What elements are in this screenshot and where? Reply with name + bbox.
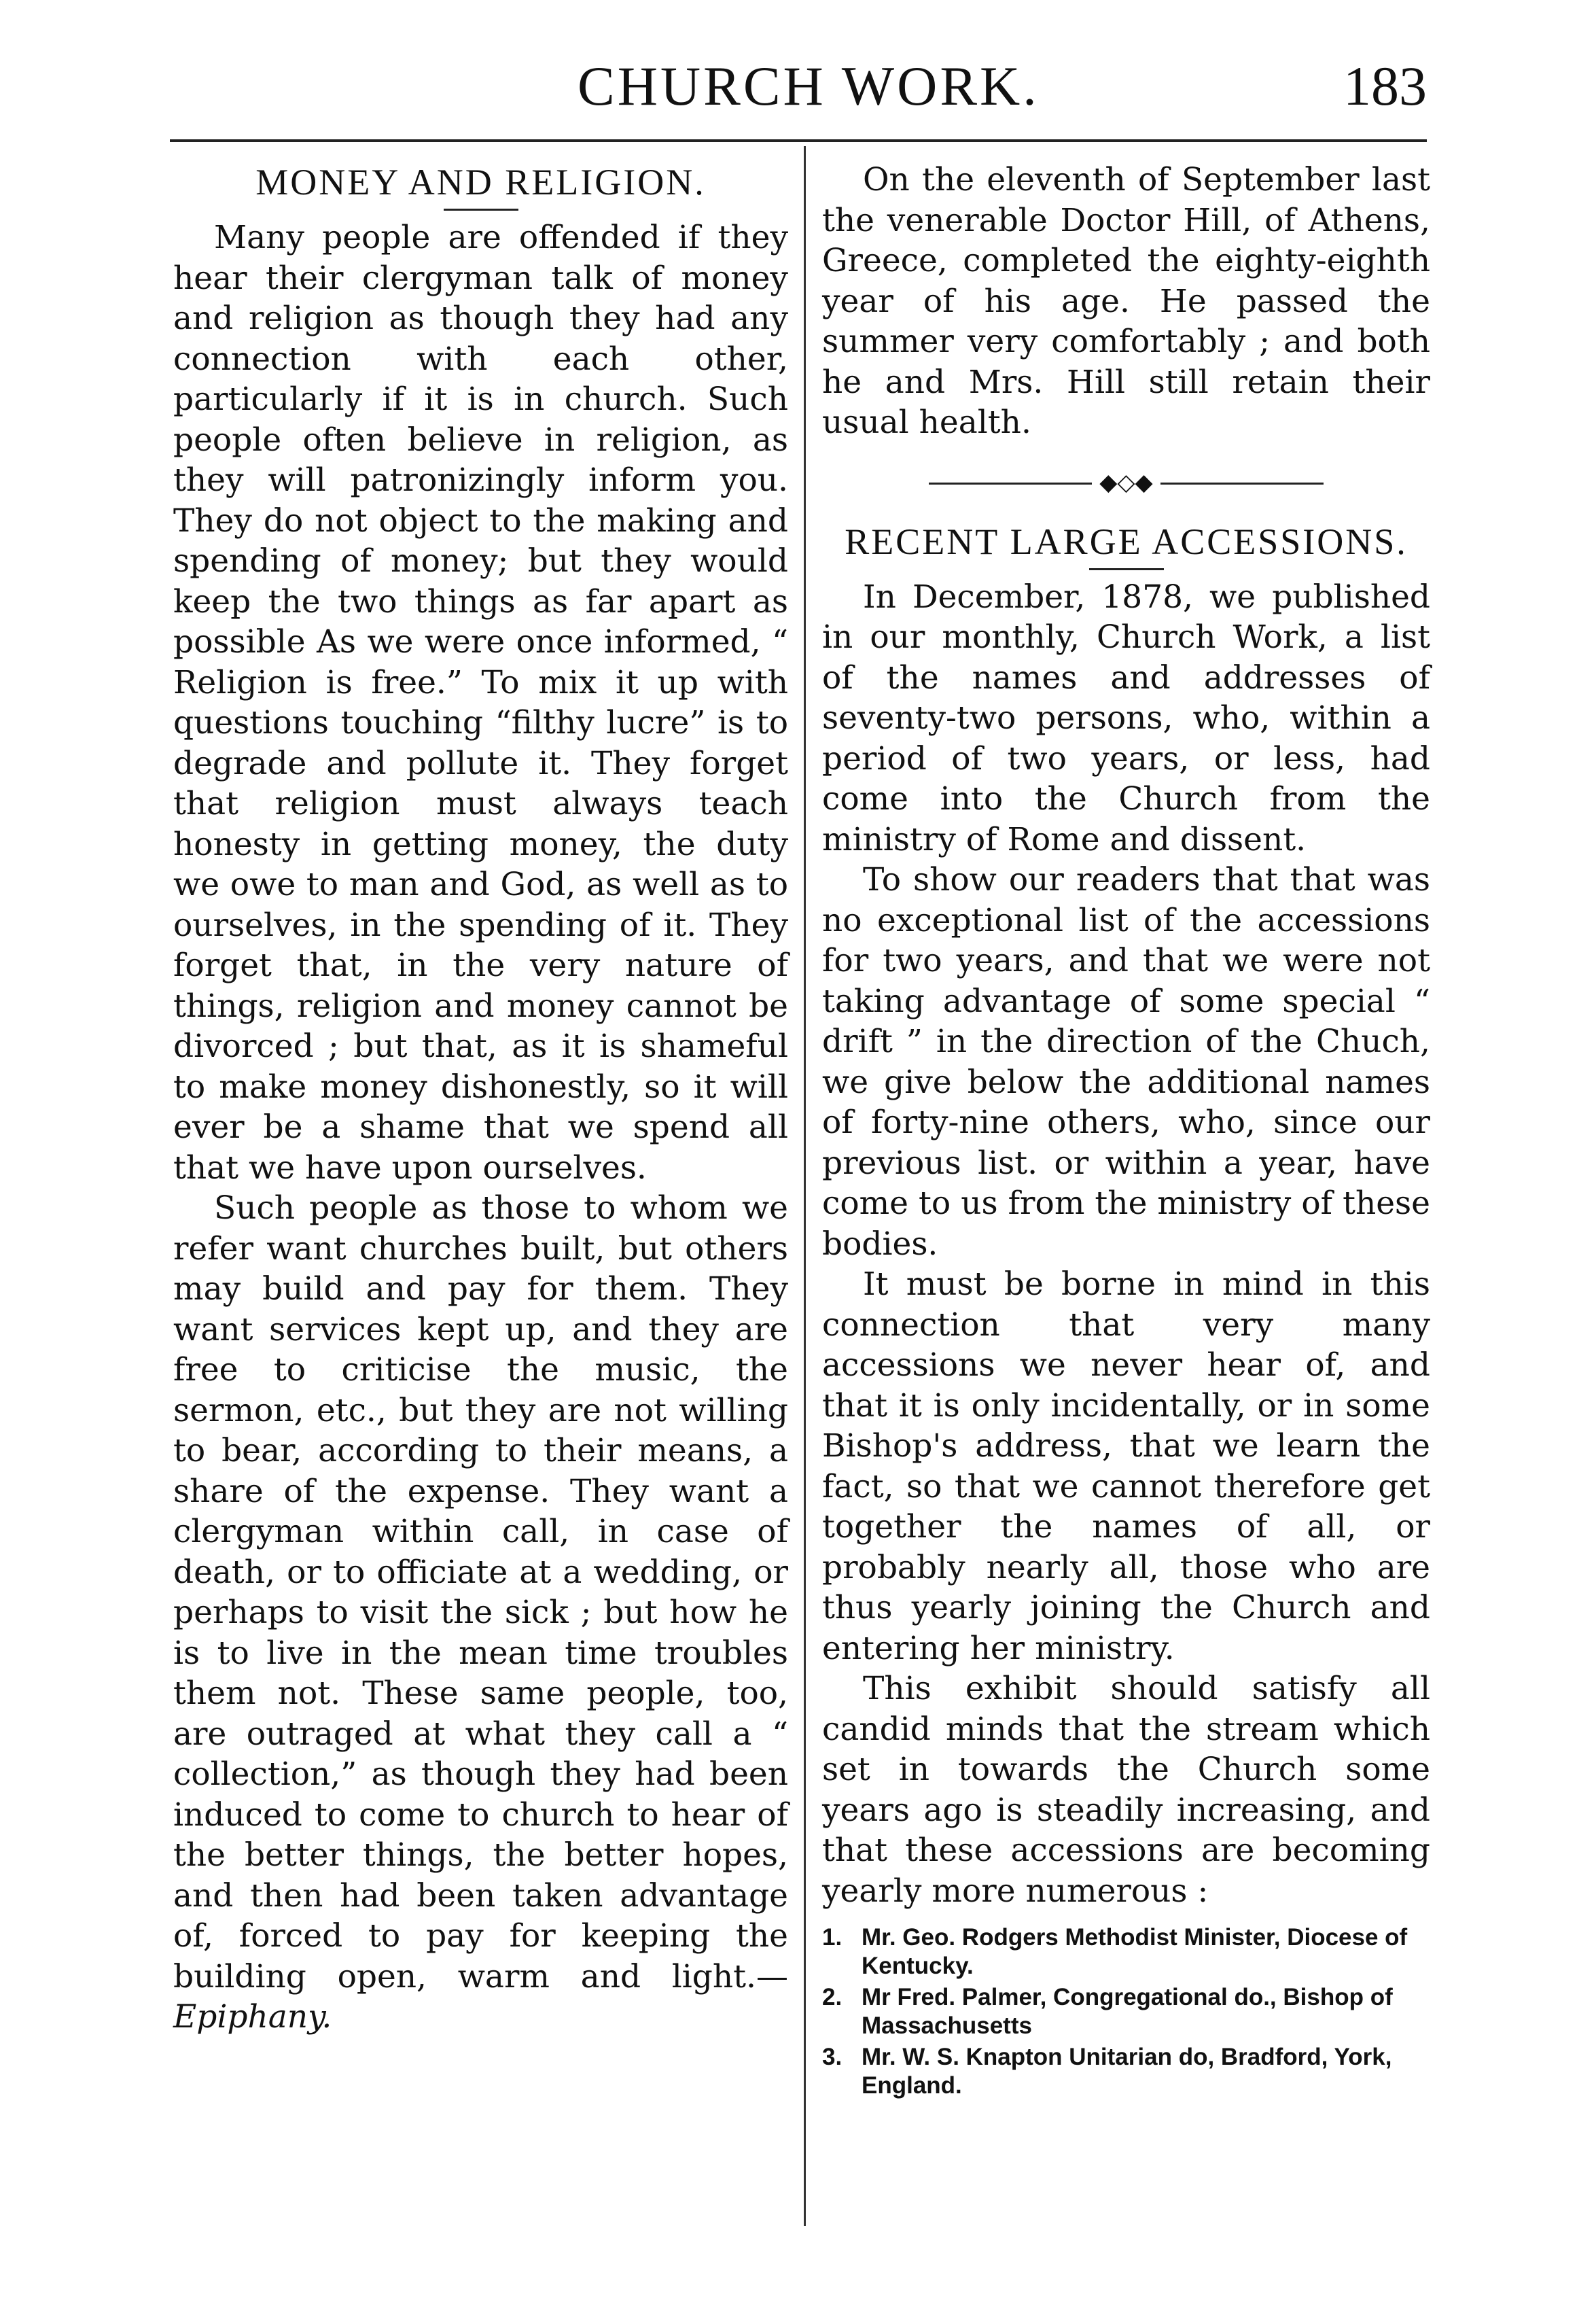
paragraph-text: Such people as those to whom we refer want churches built, but others may build and pay for them. They want services kept up, and they are free to criticise the music, the sermon, etc., but they are not willing to bear, according to their means, a share of the expense. They want a clergyman within call, in case of death, or to officiate at a wedding, or perhaps to visit the sick ; but how he is to live in the mean time troubles them not. These same people, too, are outraged at what they call a “ collection,” as though they had been induced to come to church to hear of the better things, the better hopes, and then had been taken advantage of, forced to pay for keeping the building open, warm and light.— [173,1189,788,1995]
paragraph [173,1188,788,2038]
list-item-number: 2. [822,1984,843,2010]
paragraph: This exhibit should satisfy all candid minds that the stream which set in towards the Church some years ago is steadily increasing, and that these accessions are becoming yearly more numerous : [822,1670,1430,1910]
running-head [170,54,1427,136]
list-item-text: Mr. Geo. Rodgers Methodist Minister, Diocese of Kentucky. [862,1924,1408,1979]
list-item-text: Mr Fred. Palmer, Congregational do., Bishop of Massachusetts [862,1984,1393,2039]
ornament-divider [822,469,1430,496]
column-divider [804,146,806,2226]
list-item [822,1983,1430,2040]
paragraph: Many people are offended if they hear their clergyman talk of money and religion as though they had any connection with each other, particularly if it is in church. Such people often believe in religion, as they will patronizingly inform you. They do not object to the making and spending of money; but they would keep the two things as far apart as possible As we were once informed, “ Religion is free.” To mix it up with questions touching “filthy lucre” is to degrade and pollute it. They forget that religion must always teach honesty in getting money, the duty we owe to man and God, as well as to ourselves, in the spending of it. They forget that, in the very nature of things, religion and money cannot be divorced ; but that, as it is shameful to make money dishonestly, so it will ever be a shame that we spend all that we have upon ourselves. [173,219,788,1187]
article-heading-recent-large-accessions: RECENT LARGE ACCESSIONS. [845,521,1408,562]
paragraph: It must be borne in mind in this connection that very many accessions we never hear of, and that it is only incidentally, or in some Bishop's address, that we learn the fact, so that we cannot therefore get together the names of all, or probably nearly all, those who are thus yearly joining the Church and entering her ministry. [822,1266,1430,1667]
list-item-text: Mr. W. S. Knapton Unitarian do, Bradford, York, England. [862,2044,1392,2099]
ornament-icon: ◆◇◆ [1099,468,1153,496]
attribution: Epiphany. [173,1998,332,2036]
news-paragraph-doctor-hill: On the eleventh of September last the venerable Doctor Hill, of Athens, Greece, completed the eighty-eighth year of his age. He passed the summer very comfortably ; and both he and Mrs. Hill still retain their usual health. [822,161,1430,441]
page-number: 183 [1343,55,1427,117]
accessions-list [822,1923,1430,2100]
paragraph: To show our readers that that was no exceptional list of the accessions for two years, and that we were not taking advantage of some special “ drift ” in the direction of the Chuch, we give below the additional names of forty-nine others, who, since our previous list. or within a year, have come to us from the ministry of these bodies. [822,861,1430,1263]
article-heading-money-and-religion: MONEY AND RELIGION. [255,162,706,203]
left-column [173,160,788,2038]
list-item [822,2043,1430,2100]
list-item-number: 3. [822,2044,843,2070]
right-column [822,160,1430,2103]
header-rule [170,139,1427,142]
heading-rule [1089,568,1164,570]
list-item-number: 1. [822,1924,843,1951]
heading-rule [444,209,518,211]
ornament-bar [1160,483,1324,485]
ornament-bar [929,483,1092,485]
list-item [822,1923,1430,1980]
running-title: CHURCH WORK. [578,55,1040,117]
paragraph: In December, 1878, we published in our monthly, Church Work, a list of the names and addresses of seventy-two persons, who, within a period of two years, or less, had come into the Church from the ministry of Rome and dissent. [822,578,1430,858]
